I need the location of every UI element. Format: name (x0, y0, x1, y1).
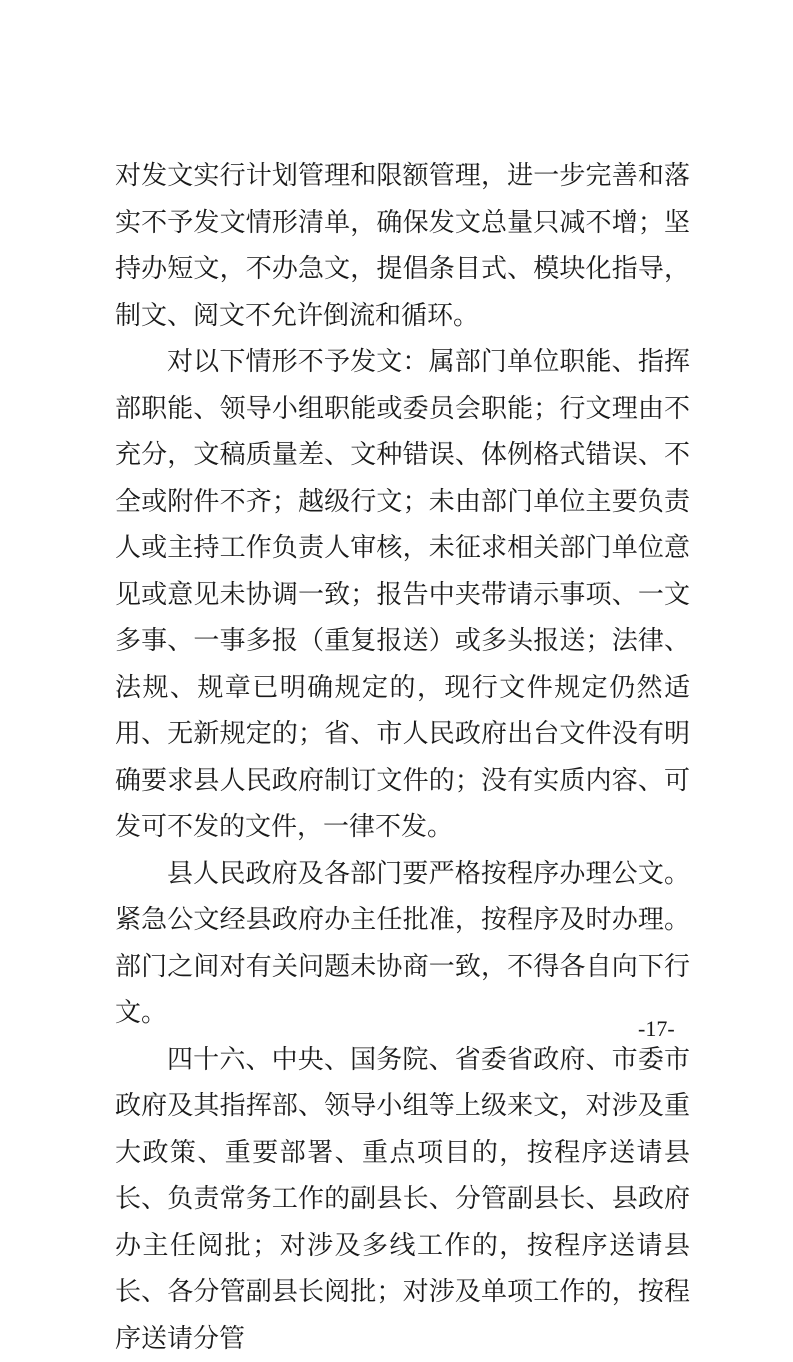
paragraph-continuation: 对发文实行计划管理和限额管理，进一步完善和落实不予发文情形清单，确保发文总量只减不增；坚持办短文，不办急文，提倡条目式、模块化指导，制文、阅文不允许倒流和循环。 (115, 153, 690, 339)
document-body (115, 153, 690, 1362)
paragraph: 四十六、中央、国务院、省委省政府、市委市政府及其指挥部、领导小组等上级来文，对涉及重大政策、重要部署、重点项目的，按程序送请县长、负责常务工作的副县长、分管副县长、县政府办主任阅批；对涉及多线工作的，按程序送请县长、各分管副县长阅批；对涉及单项工作的，按程序送请分管 (115, 1037, 690, 1362)
paragraph: 县人民政府及各部门要严格按程序办理公文。紧急公文经县政府办主任批准，按程序及时办理。部门之间对有关问题未协商一致，不得各自向下行文。 (115, 851, 690, 1037)
page-number: -17- (638, 1016, 675, 1042)
paragraph: 对以下情形不予发文：属部门单位职能、指挥部职能、领导小组职能或委员会职能；行文理由不充分，文稿质量差、文种错误、体例格式错误、不全或附件不齐；越级行文；未由部门单位主要负责人或主持工作负责人审核，未征求相关部门单位意见或意见未协调一致；报告中夹带请示事项、一文多事、一事多报（重复报送）或多头报送；法律、法规、规章已明确规定的，现行文件规定仍然适用、无新规定的；省、市人民政府出台文件没有明确要求县人民政府制订文件的；没有实质内容、可发可不发的文件，一律不发。 (115, 339, 690, 851)
